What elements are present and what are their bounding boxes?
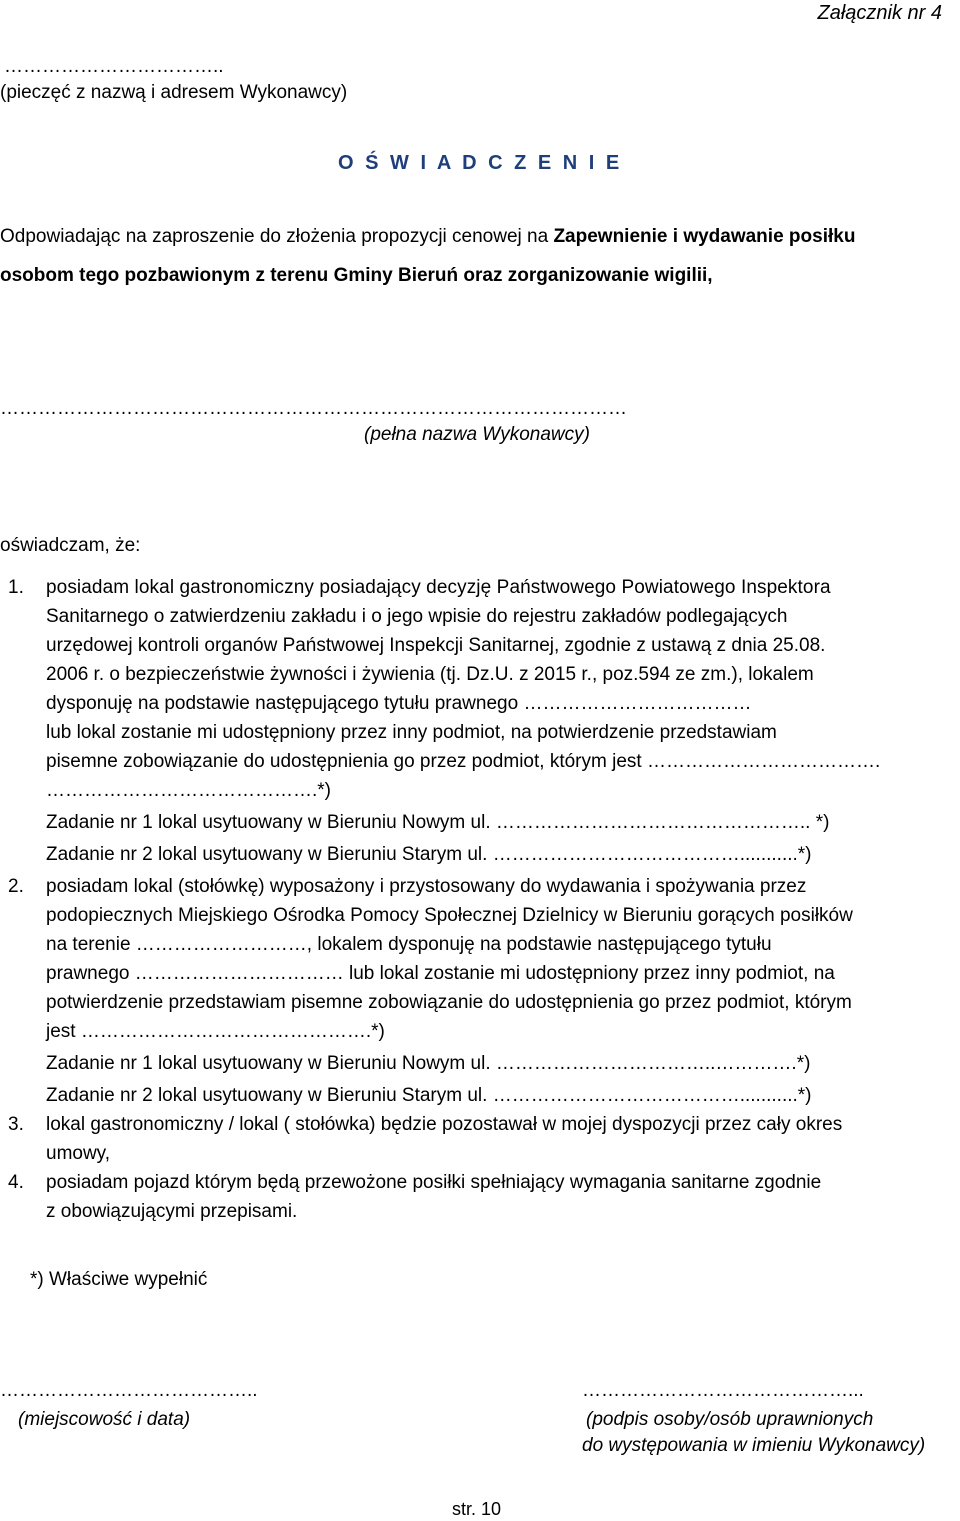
signature-caption-line-1: (podpis osoby/osób uprawnionych <box>586 1409 874 1430</box>
item-line: lokal gastronomiczny / lokal ( stołówka) będzie pozostawał w mojej dyspozycji przez cały okres <box>46 1114 843 1135</box>
item-number: 3. <box>8 1114 24 1135</box>
page-number: str. 10 <box>452 1499 502 1519</box>
item-line: prawnego …………………………… lub lokal zostanie mi udostępniony przez inny podmiot, na <box>46 963 835 984</box>
contractor-name-caption: (pełna nazwa Wykonawcy) <box>364 424 590 445</box>
item-line: Zadanie nr 2 lokal usytuowany w Bieruniu Starym ul. …………………………………...........*) <box>46 1085 812 1106</box>
item-line: urzędowej kontroli organów Państwowej Inspekcji Sanitarnej, zgodnie z ustawą z dnia 25.08. <box>46 635 826 656</box>
item-line: Zadanie nr 1 lokal usytuowany w Bieruniu Nowym ul. ……………………………..………….*) <box>46 1053 811 1074</box>
intro-subject-part2: osobom tego pozbawionym z terenu Gminy Bieruń oraz zorganizowanie wigilii, <box>0 265 713 286</box>
document-title: O Ś W I A D C Z E N I E <box>338 152 623 174</box>
item-line: posiadam lokal gastronomiczny posiadający decyzję Państwowego Powiatowego Inspektora <box>46 577 831 598</box>
stamp-dots: …………………………….. <box>4 56 224 77</box>
contractor-name-dots: ……………………………………………………………………………………… <box>0 398 627 419</box>
item-line: pisemne zobowiązanie do udostępnienia go przez podmiot, którym jest ………………………………. <box>46 751 881 772</box>
intro-line-1 <box>0 226 855 248</box>
item-line: Sanitarnego o zatwierdzeniu zakładu i o jego wpisie do rejestru zakładów podlegających <box>46 606 788 627</box>
footnote: *) Właściwe wypełnić <box>30 1269 208 1290</box>
stamp-caption: (pieczęć z nazwą i adresem Wykonawcy) <box>0 82 348 103</box>
annex-label: Załącznik nr 4 <box>817 2 942 24</box>
item-line: podopiecznych Miejskiego Ośrodka Pomocy Społecznej Dzielnicy w Bieruniu gorących posiłków <box>46 905 853 926</box>
item-line: 2006 r. o bezpieczeństwie żywności i żywienia (tj. Dz.U. z 2015 r., poz.594 ze zm.), lokalem <box>46 664 814 685</box>
intro-subject-part1: Zapewnienie i wydawanie posiłku <box>553 226 856 247</box>
item-line: Zadanie nr 1 lokal usytuowany w Bieruniu Nowym ul. ………………………………………….. *) <box>46 812 830 833</box>
item-number: 4. <box>8 1172 24 1193</box>
item-line: jest ……………………………………….*) <box>46 1021 385 1042</box>
item-line: posiadam lokal (stołówkę) wyposażony i przystosowany do wydawania i spożywania przez <box>46 876 807 897</box>
item-line: Zadanie nr 2 lokal usytuowany w Bieruniu Starym ul. …………………………………...........*) <box>46 844 812 865</box>
item-line: potwierdzenie przedstawiam pisemne zobowiązanie do udostępnienia go przez podmiot, którym <box>46 992 852 1013</box>
place-date-dots: ………………………………….. <box>0 1380 258 1401</box>
item-line: posiadam pojazd którym będą przewożone posiłki spełniający wymagania sanitarne zgodnie <box>46 1172 822 1193</box>
item-number: 2. <box>8 876 24 897</box>
item-line: …………………………………….*) <box>46 780 331 801</box>
item-line: dysponuję na podstawie następującego tytułu prawnego ……………………………… <box>46 693 752 714</box>
item-line: umowy, <box>46 1143 111 1164</box>
signature-caption-line-2: do występowania w imieniu Wykonawcy) <box>582 1435 926 1456</box>
signature-dots: ……………………………………... <box>582 1380 864 1401</box>
place-date-caption: (miejscowość i data) <box>18 1409 191 1430</box>
item-line: z obowiązującymi przepisami. <box>46 1201 298 1222</box>
item-line: na terenie ………………………, lokalem dysponuję na podstawie następującego tytułu <box>46 934 772 955</box>
intro-lead: Odpowiadając na zaproszenie do złożenia propozycji cenowej na <box>0 226 554 247</box>
declaration-intro: oświadczam, że: <box>0 535 141 556</box>
item-line: lub lokal zostanie mi udostępniony przez inny podmiot, na potwierdzenie przedstawiam <box>46 722 777 743</box>
item-number: 1. <box>8 577 24 598</box>
